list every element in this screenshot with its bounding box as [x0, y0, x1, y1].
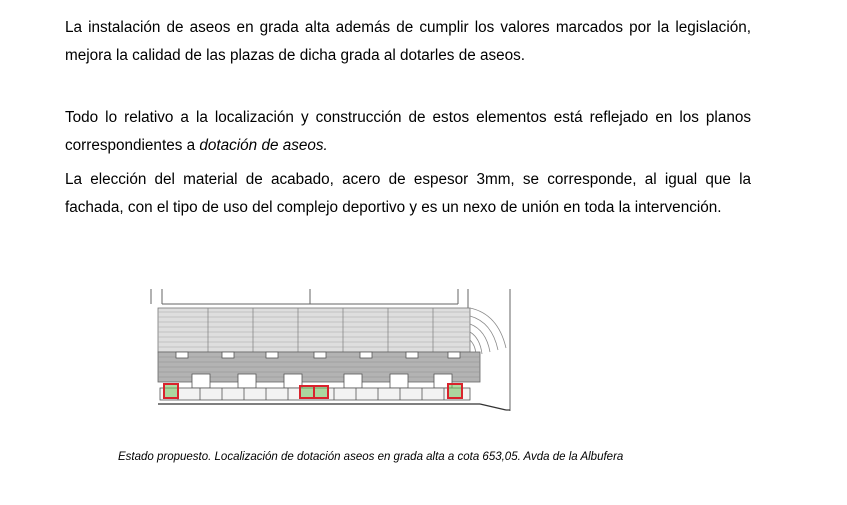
- paragraph-aseos-grada-alta: La instalación de aseos en grada alta además de cumplir los valores marcados por la legislación, mejora la calidad de las plazas de dicha grada al dotarles de aseos.: [65, 19, 751, 64]
- corner-stand: [470, 308, 506, 356]
- upper-seating-tiers: [158, 308, 470, 352]
- paragraph-localizacion-text: Todo lo relativo a la localización y construcción de estos elementos está reflejado en los planos correspondientes a: [65, 109, 751, 154]
- paragraph-localizacion: [65, 104, 751, 160]
- dotacion-aseos-emphasis: dotación de aseos.: [199, 137, 328, 154]
- toilet-block-center-2: [314, 386, 328, 398]
- facade-line: [158, 404, 510, 410]
- figure-caption: Estado propuesto. Localización de dotación aseos en grada alta a cota 653,05. Avda de la Albufera: [118, 451, 624, 463]
- toilet-block-center-1: [300, 386, 314, 398]
- paragraph-material-acabado: La elección del material de acabado, acero de espesor 3mm, se corresponde, al igual que la fachada, con el tipo de uso del complejo deportivo y es un nexo de unión en toda la intervención.: [65, 171, 751, 216]
- toilet-block-right: [448, 384, 462, 398]
- stadium-floor-plan: [148, 286, 518, 416]
- toilet-block-left: [164, 384, 178, 398]
